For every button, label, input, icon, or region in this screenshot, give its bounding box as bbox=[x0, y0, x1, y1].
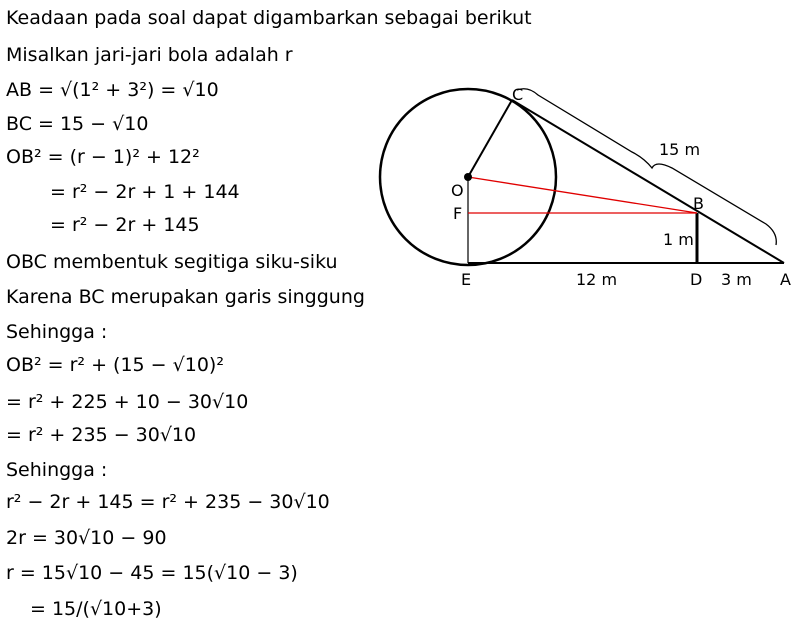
label-f: F bbox=[453, 204, 463, 223]
line-10: Sehingga : bbox=[6, 321, 108, 343]
line-9: Karena BC merupakan garis singgung bbox=[6, 286, 365, 308]
line-17: r = 15√10 − 45 = 15(√10 − 3) bbox=[6, 562, 298, 584]
line-11: OB² = r² + (15 − √10)² bbox=[6, 354, 224, 376]
label-b: B bbox=[693, 194, 704, 213]
center-point-o bbox=[464, 173, 472, 181]
line-18: = 15/(√10+3) bbox=[30, 598, 162, 620]
line-2: Misalkan jari-jari bola adalah r bbox=[6, 44, 293, 66]
label-ed-length: 12 m bbox=[576, 270, 618, 289]
line-15: r² − 2r + 145 = r² + 235 − 30√10 bbox=[6, 491, 330, 513]
line-16: 2r = 30√10 − 90 bbox=[6, 527, 167, 549]
tangent-ca bbox=[512, 100, 784, 263]
line-4: BC = 15 − √10 bbox=[6, 113, 149, 135]
line-7: = r² − 2r + 145 bbox=[50, 214, 200, 236]
radius-oc bbox=[468, 100, 512, 177]
line-5: OB² = (r − 1)² + 12² bbox=[6, 146, 200, 168]
line-8: OBC membentuk segitiga siku-siku bbox=[6, 251, 338, 273]
line-13: = r² + 235 − 30√10 bbox=[6, 424, 197, 446]
label-e: E bbox=[461, 270, 472, 289]
line-3: AB = √(1² + 3²) = √10 bbox=[6, 79, 219, 101]
line-12: = r² + 225 + 10 − 30√10 bbox=[6, 391, 249, 413]
line-14: Sehingga : bbox=[6, 459, 108, 481]
label-a: A bbox=[780, 270, 791, 289]
line-1: Keadaan pada soal dapat digambarkan sebagai berikut bbox=[6, 7, 532, 29]
label-bd-length: 1 m bbox=[663, 230, 694, 249]
label-c: C bbox=[512, 85, 524, 104]
label-da-length: 3 m bbox=[721, 270, 752, 289]
label-bc-length: 15 m bbox=[659, 140, 701, 159]
label-o: O bbox=[451, 181, 464, 200]
label-d: D bbox=[690, 270, 703, 289]
red-line-ob bbox=[468, 177, 697, 213]
line-6: = r² − 2r + 1 + 144 bbox=[50, 181, 240, 203]
